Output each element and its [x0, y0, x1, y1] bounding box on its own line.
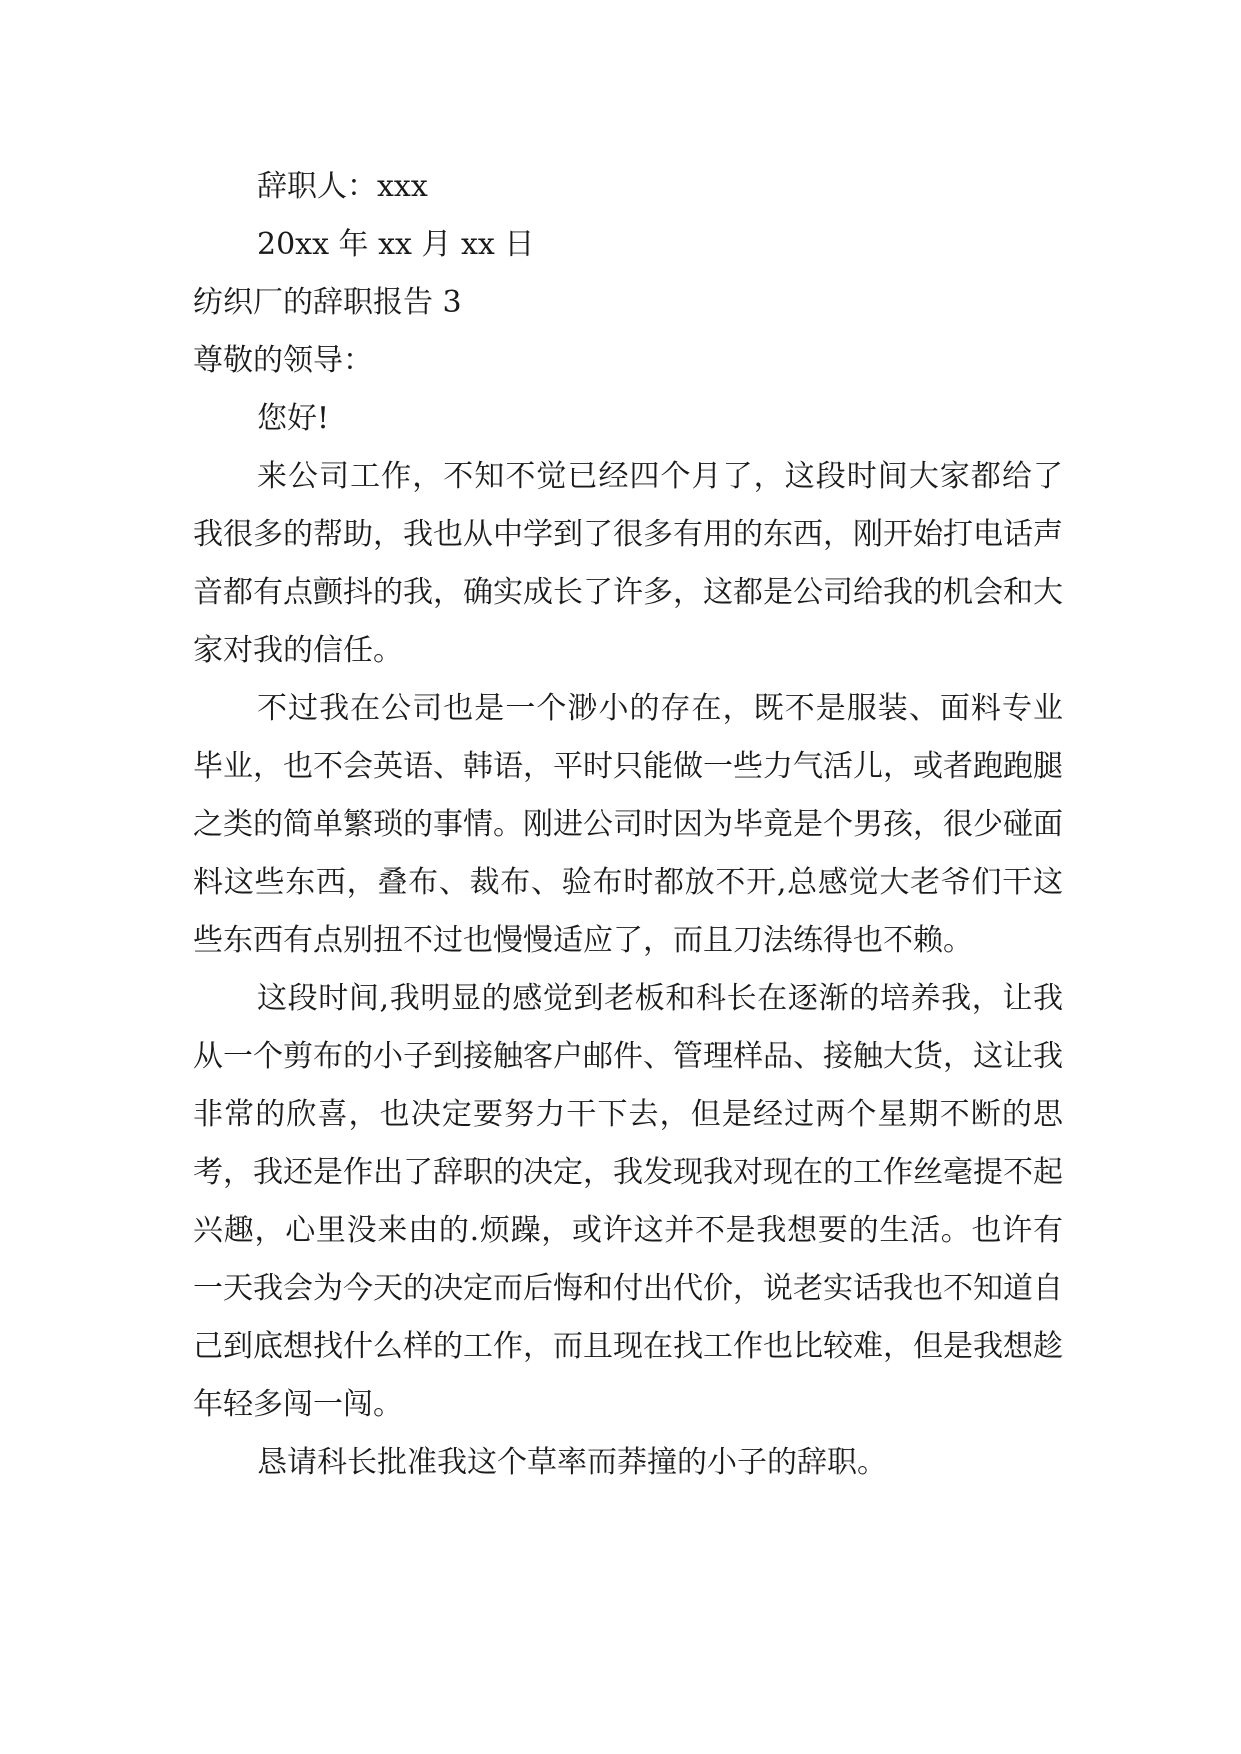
- greeting: 您好!: [257, 401, 330, 436]
- document-body: [193, 158, 1063, 1492]
- salutation: 尊敬的领导：: [193, 343, 373, 378]
- paragraph-request: 恳请科长批准我这个草率而莽撞的小子的辞职。: [257, 1445, 887, 1480]
- paragraph-decision: 这段时间,我明显的感觉到老板和科长在逐渐的培养我，让我从一个剪布的小子到接触客户邮件、管理样品、接触大货，这让我非常的欣喜，也决定要努力干下去，但是经过两个星期不断的思考，我还是作出了辞职的决定，我发现我对现在的工作丝毫提不起兴趣，心里没来由的.烦躁，或许这并不是我想要的生活。也许有一天我会为今天的决定而后悔和付出代价，说老实话我也不知道自己到底想找什么样的工作，而且现在找工作也比较难，但是我想趁年轻多闯一闯。: [193, 981, 1063, 1422]
- paragraph-intro: 来公司工作，不知不觉已经四个月了，这段时间大家都给了我很多的帮助，我也从中学到了很多有用的东西，刚开始打电话声音都有点颤抖的我，确实成长了许多，这都是公司给我的机会和大家对我的信任。: [193, 459, 1063, 668]
- date-line: 20xx 年 xx 月 xx 日: [257, 227, 535, 262]
- resigner-line: 辞职人：xxx: [257, 169, 428, 204]
- paragraph-role: 不过我在公司也是一个渺小的存在，既不是服装、面料专业毕业，也不会英语、韩语，平时只能做一些力气活儿，或者跑跑腿之类的简单繁琐的事情。刚进公司时因为毕竟是个男孩，很少碰面料这些东西，叠布、裁布、验布时都放不开,总感觉大老爷们干这些东西有点别扭不过也慢慢适应了，而且刀法练得也不赖。: [193, 691, 1063, 958]
- report-title: 纺织厂的辞职报告 3: [193, 285, 462, 320]
